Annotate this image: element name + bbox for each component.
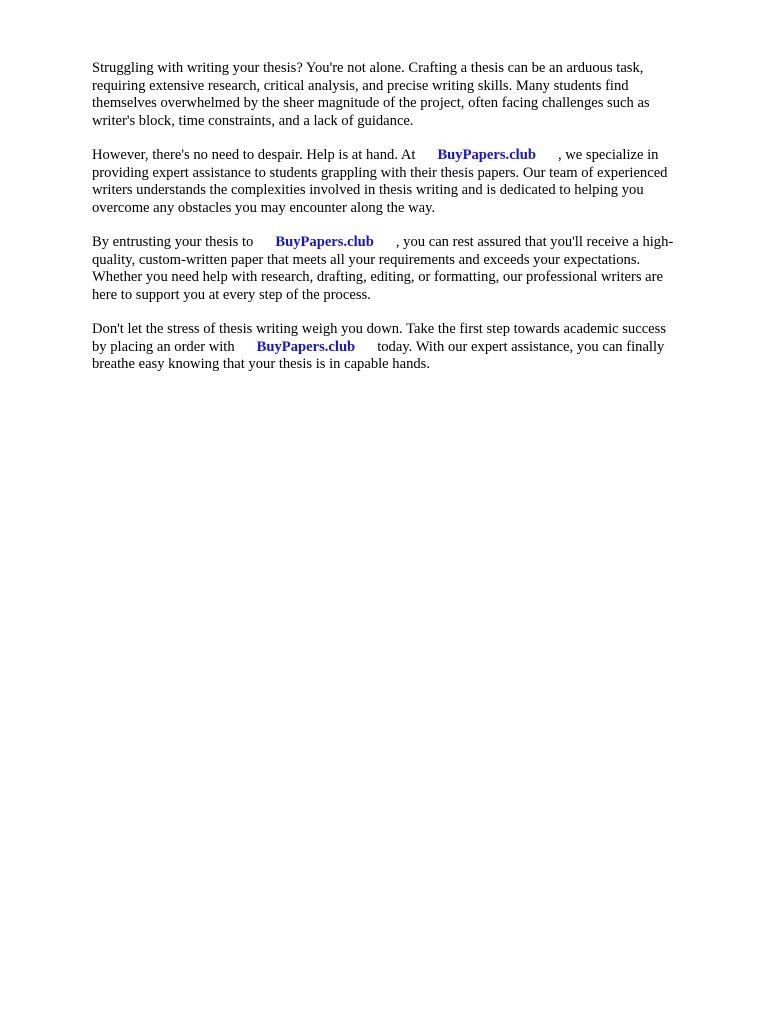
text-line: themselves overwhelmed by the sheer magnitude of the project, often facing challenges such as bbox=[92, 95, 650, 111]
text-line: overcome any obstacles you may encounter along the way. bbox=[92, 199, 436, 216]
buypapers-link[interactable]: BuyPapers.club bbox=[256, 338, 356, 355]
buypapers-link[interactable]: BuyPapers.club bbox=[275, 234, 374, 250]
paragraph-2 bbox=[92, 147, 718, 217]
paragraph-4 bbox=[92, 321, 718, 374]
text-line: writers understands the complexities involved in thesis writing and is dedicated to helping you bbox=[92, 182, 644, 198]
text-segment: , you can rest assured that you'll receive a high- bbox=[395, 234, 674, 250]
text-line: providing expert assistance to students grappling with their thesis papers. Our team of experienced bbox=[92, 164, 668, 181]
text-segment: By entrusting your thesis to bbox=[92, 234, 254, 250]
text-segment: , we specialize in bbox=[557, 147, 659, 163]
text-line: requiring extensive research, critical analysis, and precise writing skills. Many students find bbox=[92, 77, 629, 94]
text-line: quality, custom-written paper that meets all your requirements and exceeds your expectations. bbox=[92, 251, 641, 268]
paragraph-1 bbox=[92, 60, 718, 130]
text-line: here to support you at every step of the process. bbox=[92, 286, 371, 303]
buypapers-link[interactable]: BuyPapers.club bbox=[437, 147, 536, 163]
text-line: Don't let the stress of thesis writing weigh you down. Take the first step towards academic success bbox=[92, 321, 667, 337]
text-line: breathe easy knowing that your thesis is in capable hands. bbox=[92, 356, 431, 372]
document-body bbox=[92, 60, 718, 391]
text-segment: today. With our expert assistance, you can finally bbox=[377, 338, 665, 355]
text-segment: However, there's no need to despair. Help is at hand. At bbox=[92, 147, 416, 163]
text-line: Struggling with writing your thesis? You're not alone. Crafting a thesis can be an arduous task, bbox=[92, 60, 644, 76]
text-segment: by placing an order with bbox=[92, 338, 235, 355]
paragraph-3 bbox=[92, 234, 718, 304]
text-line bbox=[92, 234, 718, 252]
text-line bbox=[92, 147, 718, 165]
text-line: Whether you need help with research, drafting, editing, or formatting, our professional writers are bbox=[92, 269, 663, 285]
text-line: writer's block, time constraints, and a lack of guidance. bbox=[92, 112, 414, 129]
text-line bbox=[92, 339, 718, 357]
